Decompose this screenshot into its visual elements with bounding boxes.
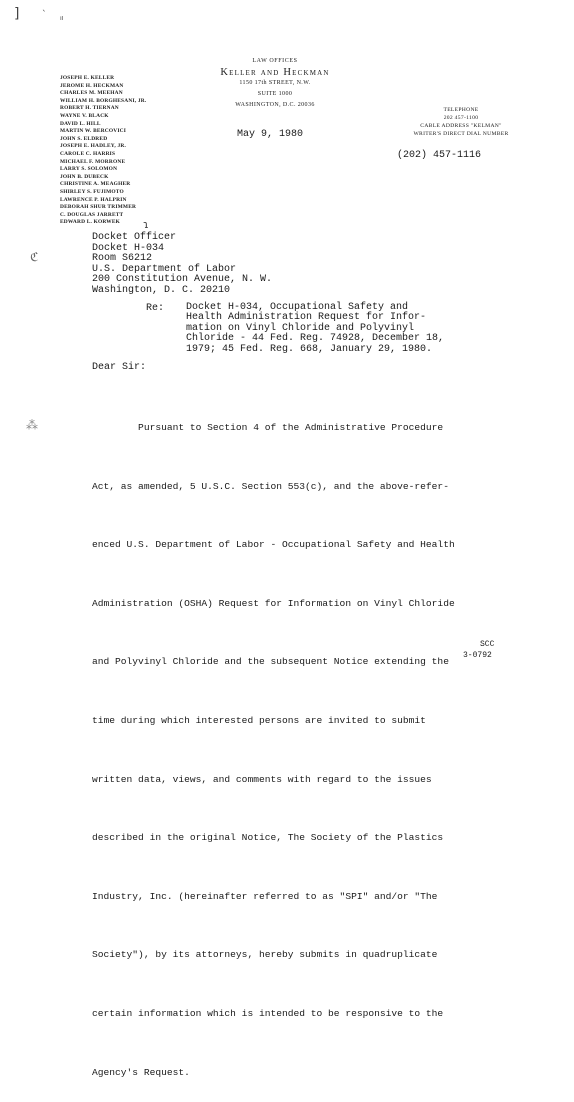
partner-name: JEROME H. HECKMAN	[60, 82, 124, 89]
partner-name: LAWRENCE P. HALPRIN	[60, 196, 127, 203]
body-line: Agency's Request.	[92, 1066, 190, 1078]
subject-line: 1979; 45 Fed. Reg. 668, January 29, 1980.	[186, 343, 433, 355]
firm-street: 1150 17th STREET, N.W.	[239, 80, 311, 86]
re-label: Re:	[146, 303, 165, 314]
body-line: certain information which is intended to be responsive to the	[92, 1007, 444, 1019]
address-line: U.S. Department of Labor	[92, 263, 237, 275]
address-line: Docket Officer	[92, 232, 177, 243]
partners-list	[60, 75, 210, 227]
partner-name: ROBERT H. TIERNAN	[60, 105, 119, 112]
partner-name: MICHAEL F. MORRONE	[60, 158, 126, 165]
cable-address: CABLE ADDRESS "KELMAN"	[420, 123, 502, 129]
telephone-number: 202 457-1100	[443, 115, 479, 121]
subject-line: mation on Vinyl Chloride and Polyvinyl	[186, 322, 415, 334]
address-line: 200 Constitution Avenue, N. W.	[92, 274, 273, 285]
partner-name: JOSEPH E. HADLEY, JR.	[60, 143, 127, 150]
body-line: Act, as amended, 5 U.S.C. Section 553(c), and the above-refer-	[92, 480, 449, 492]
letter-body	[92, 381, 512, 1102]
body-line: Administration (OSHA) Request for Information on Vinyl Chloride	[92, 597, 455, 609]
body-line: and Polyvinyl Chloride and the subsequent Notice extending the	[92, 656, 449, 668]
partner-name: C. DOUGLAS JARRETT	[60, 211, 124, 218]
body-line: Society"), by its attorneys, hereby submits in quadruplicate	[92, 949, 438, 961]
address-line: Washington, D. C. 20210	[92, 284, 231, 296]
address-line: Room S6212	[92, 253, 153, 264]
partner-name: EDWARD L. KORWEK	[60, 219, 121, 226]
partner-name: DEBORAH SHUR TRIMMER	[60, 204, 137, 211]
subject-line: Chloride - 44 Fed. Reg. 74928, December 18,	[186, 333, 445, 345]
partner-name: CHRISTINE A. MEAGHER	[60, 181, 131, 188]
telephone-label: TELEPHONE	[443, 107, 479, 113]
body-line: Industry, Inc. (hereinafter referred to as "SPI" and/or "The	[92, 890, 438, 902]
direct-dial-label: WRITER'S DIRECT DIAL NUMBER	[413, 131, 509, 137]
address-line: Docket H-034	[92, 242, 165, 254]
firm-name: Keller and Heckman	[220, 67, 330, 78]
partner-name: CHARLES M. MEEHAN	[60, 90, 123, 97]
contact-block	[406, 106, 516, 138]
stray-mark: ᵢₗ	[60, 12, 64, 23]
letter-date: May 9, 1980	[237, 129, 304, 140]
body-line: enced U.S. Department of Labor - Occupational Safety and Health	[92, 539, 455, 551]
subject-block	[186, 303, 444, 355]
stray-mark: ⁂	[26, 418, 38, 432]
direct-dial-number: (202) 457-1116	[397, 150, 482, 161]
addressee-block	[92, 233, 272, 296]
doc-code-line2: 3-0792	[463, 651, 492, 660]
partner-name: LARRY S. SOLOMON	[60, 166, 118, 173]
subject-line: Health Administration Request for Infor-	[186, 312, 427, 324]
partner-name: DAVID L. HILL	[60, 120, 101, 127]
partner-name: WAYNE V. BLACK	[60, 112, 109, 119]
letterhead	[200, 56, 350, 111]
firm-suite: SUITE 1000	[257, 91, 293, 97]
salutation: Dear Sir:	[92, 362, 147, 373]
stray-mark: ]	[14, 6, 20, 22]
stray-mark: ℭ	[30, 250, 39, 264]
doc-code-line1: SCC	[480, 640, 495, 649]
body-line: written data, views, and comments with regard to the issues	[92, 773, 432, 785]
partner-name: JOHN B. DUBECK	[60, 173, 109, 180]
partner-name: SHIRLEY S. FUJIMOTO	[60, 188, 124, 195]
partner-name: CAROLE C. HARRIS	[60, 150, 116, 157]
firm-city: WASHINGTON, D.C. 20036	[235, 102, 315, 108]
body-line: time during which interested persons are invited to submit	[92, 714, 426, 726]
partner-name: JOSEPH E. KELLER	[60, 75, 115, 81]
partner-name: JOHN S. ELDRED	[60, 135, 108, 142]
body-line: Pursuant to Section 4 of the Administrative Procedure	[92, 422, 444, 433]
stray-mark: ɿ	[143, 218, 149, 231]
partner-name: MARTIN W. BERCOVICI	[60, 128, 127, 135]
law-offices-label: LAW OFFICES	[252, 58, 298, 64]
partner-name: WILLIAM H. BORGHESANI, JR.	[60, 97, 147, 104]
body-line: described in the original Notice, The Society of the Plastics	[92, 832, 444, 844]
subject-line: Docket H-034, Occupational Safety and	[186, 302, 409, 313]
stray-mark: ˋ	[42, 10, 47, 20]
